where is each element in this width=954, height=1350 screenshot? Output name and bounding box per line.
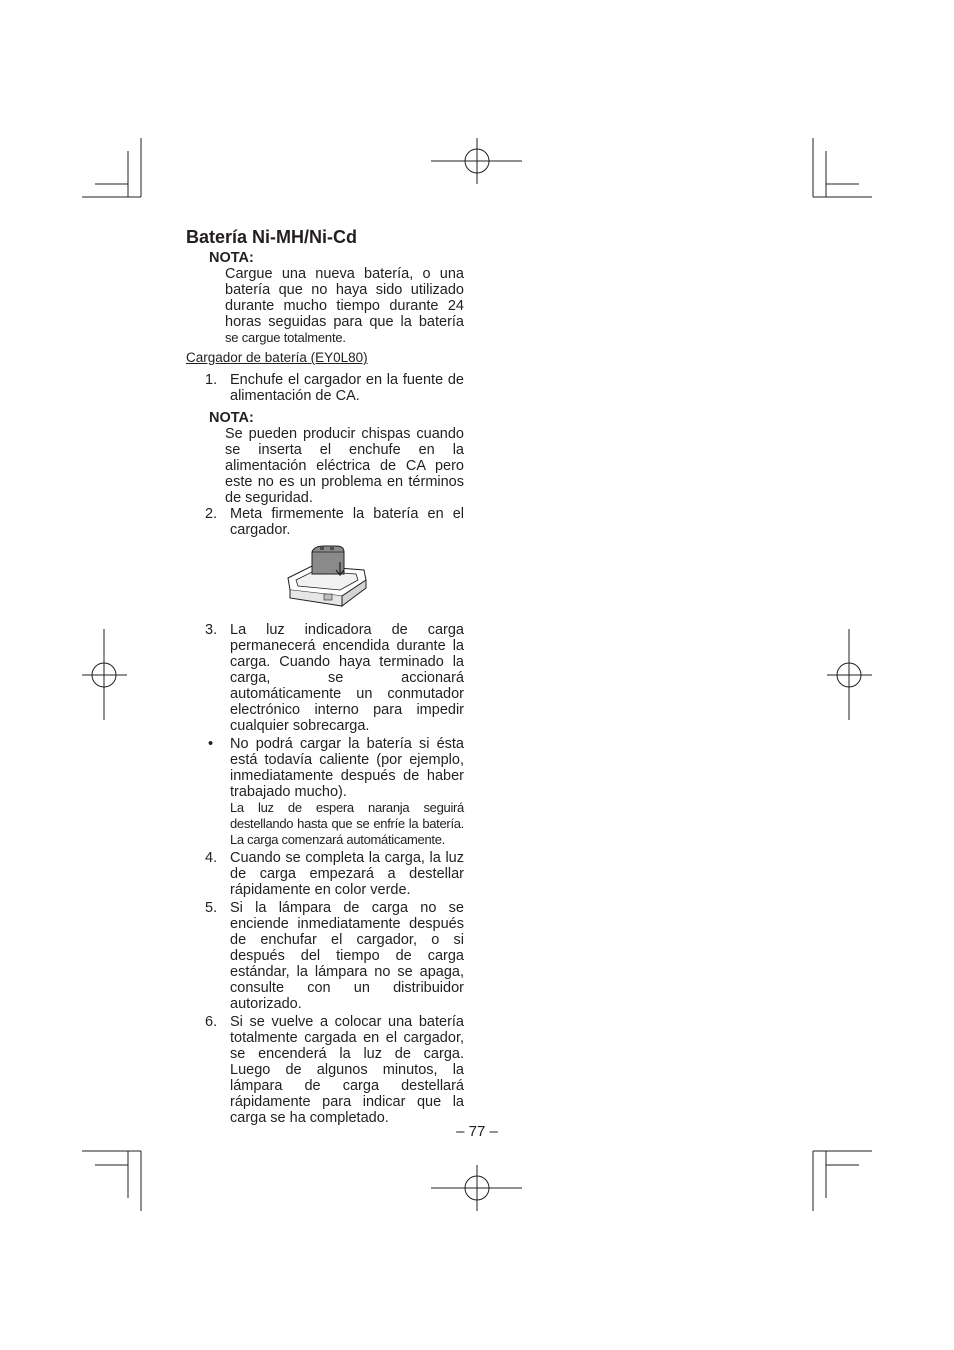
step-number: 2. [205, 506, 218, 522]
step-6 [186, 1014, 464, 1126]
charger-heading: Cargador de batería (EY0L80) [186, 350, 368, 365]
step-text: Cuando se completa la carga, la luz de carga empezará a destellar rápidamente en color verde. [230, 850, 464, 898]
step-number: 5. [205, 900, 218, 916]
bullet-item [186, 736, 464, 848]
step-4 [186, 850, 464, 898]
step-text: Meta firmemente la batería en el cargador. [230, 506, 464, 538]
step-text: La luz indicadora de carga permanecerá encendida durante la carga. Cuando haya terminado la carga, se accionará automáticamente un conmutador electrónico interno para impedir cualquier sobrecarga. [230, 622, 464, 734]
step-number: 3. [205, 622, 218, 638]
step-text: Enchufe el cargador en la fuente de alimentación de CA. [230, 372, 464, 404]
step-1 [186, 372, 464, 404]
step-3 [186, 622, 464, 734]
note-text-end: se cargue totalmente. [225, 330, 346, 345]
step-number: 1. [205, 372, 218, 388]
step-number: 6. [205, 1014, 218, 1030]
charger-illustration [284, 544, 370, 616]
page-number-text: – 77 – [456, 1123, 498, 1140]
content-column [186, 226, 464, 1128]
section-title: Batería Ni-MH/Ni-Cd [186, 227, 358, 247]
step-text: Si la lámpara de carga no se enciende inmediatamente después de enchufar el cargador, o si después del tiempo de carga estándar, la lámpara no se apaga, consulte con un distribuidor autorizado. [230, 900, 464, 1012]
bullet-text: No podrá cargar la batería si ésta está todavía caliente (por ejemplo, inmediatamente después de haber trabajado mucho). [230, 736, 464, 800]
step-5 [186, 900, 464, 1012]
bullet-note: La luz de espera naranja seguirá destellando hasta que se enfríe la batería. La carga comenzará automáticamente. [230, 800, 464, 847]
step-number: 4. [205, 850, 218, 866]
note-body-2: Se pueden producir chispas cuando se inserta el enchufe en la alimentación eléctrica de CA pero este no es un problema en términos de seguridad. [225, 426, 464, 506]
note-body [225, 266, 464, 346]
step-2 [186, 506, 464, 538]
step-text: Si se vuelve a colocar una batería totalmente cargada en el cargador, se encenderá la luz de carga. Luego de algunos minutos, la lámpara de carga destellará rápidamente para indicar que la carga se ha completado. [230, 1014, 464, 1126]
note-text: Cargue una nueva batería, o una batería que no haya sido utilizado durante mucho tiempo durante 24 horas seguidas para que la batería [225, 266, 464, 330]
note-label-2: NOTA: [209, 410, 254, 426]
bullet-mark: • [208, 736, 214, 752]
page-number [0, 1123, 954, 1140]
note-label: NOTA: [209, 250, 254, 266]
